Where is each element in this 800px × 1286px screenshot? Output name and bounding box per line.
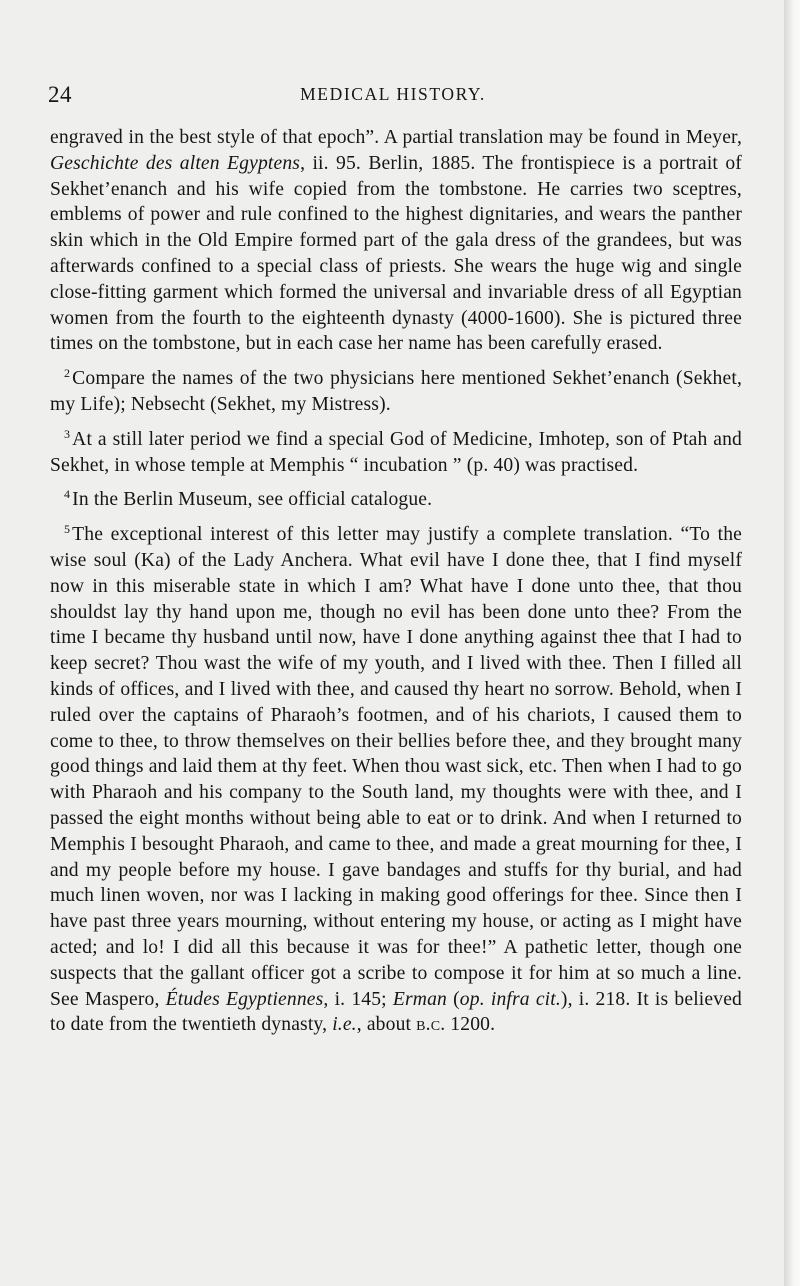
text-run-italic: Geschichte des alten Egyptens — [50, 152, 301, 174]
footnote-continuation — [50, 125, 742, 357]
text-run: At a still later period we find a special God of Medicine, Imhotep, son of Ptah and Sekhet, in whose temple at Memphis “ incubation ” (p. 40) was practised. — [50, 428, 742, 476]
page-header — [48, 82, 738, 118]
text-run: , i. 145; — [323, 988, 393, 1010]
running-head: MEDICAL HISTORY. — [300, 84, 486, 104]
text-run: 1200. — [445, 1014, 496, 1036]
footnote-3 — [50, 427, 742, 479]
text-run-italic: op. infra cit. — [459, 988, 561, 1010]
footnote-2 — [50, 366, 742, 418]
text-run: ), i. 218. It is believed to date from the twentieth dynasty, — [50, 988, 742, 1036]
text-run-italic: i.e. — [332, 1014, 357, 1036]
footnotes-block — [50, 125, 742, 1038]
text-run: ( — [447, 988, 460, 1010]
text-run: Compare the names of the two physicians here mentioned Sekhet’enanch (Sekhet, my Life); Nebsecht (Sekhet, my Mistress). — [50, 368, 742, 415]
text-run: , ii. 95. Berlin, 1885. The frontispiece is a portrait of Sekhet’enanch and his wife copied from the tombstone. He carries two sceptres, emblems of power and rule confined to the highest dignitaries, and wears the panther skin which in the Old Empire formed part of the gala dress of the grandees, but was afterwards confined to a special class of priests. She wears the huge wig and single close-fitting garment which formed the universal and invariable dress of all Egyptian women from the fourth to the eighteenth dynasty (4000-1600). She is pictured three times on the tombstone, but in each case her name has been carefully erased. — [50, 152, 742, 355]
footnote-marker: 4 — [64, 487, 71, 502]
text-run: engraved in the best style of that epoch”. A partial translation may be found in Meyer, — [50, 127, 742, 148]
text-run: In the Berlin Museum, see official catalogue. — [72, 489, 433, 511]
book-gutter — [784, 0, 800, 1286]
footnote-marker: 3 — [64, 426, 71, 441]
footnote-marker: 5 — [64, 522, 71, 537]
footnote-5 — [50, 522, 742, 1038]
footnote-marker: 2 — [64, 366, 71, 381]
text-run: The exceptional interest of this letter may justify a complete translation. “To the wise soul (Ka) of the Lady Anchera. What evil have I done thee, that I find myself now in this miserable state in which I am? What have I done unto thee, that thou shouldst lay thy hand upon me, though no evil has been done unto thee? From the time I became thy husband until now, have I done anything against thee that I had to keep secret? Thou wast the wife of my youth, and I lived with thee. Then I filled all kinds of offices, and I lived with thee, and caused thy heart no sorrow. Behold, when I ruled over the captains of Pharaoh’s footmen, and of his chariots, I caused them to come to thee, to throw themselves on their bellies before thee, and they brought many good things and laid them at thy feet. When thou wast sick, etc. Then when I had to go with Pharaoh and his company to the South land, my thoughts were with thee, and I passed the eight months without being able to eat or to drink. And when I returned to Memphis I besought Pharaoh, and came to thee, and made a great mourning for thee, I and my people before my house. I gave bandages and stuffs for thy burial, and had much linen woven, nor was I lacking in making good offerings for thee. Since then I have past three years mourning, without entering my house, or acting as I might have acted; and lo! I did all this because it was for thee!” A pathetic letter, though one suspects that the gallant officer got a scribe to compose it for him at so much a line. See Maspero, — [50, 524, 742, 1010]
page-number: 24 — [48, 82, 72, 107]
text-run-italic: Erman — [392, 988, 447, 1010]
text-run-small-caps: b.c. — [416, 1014, 446, 1036]
text-run: , about — [356, 1014, 417, 1036]
footnote-4 — [50, 487, 742, 513]
text-run-italic: Études Egyptiennes — [165, 988, 324, 1010]
